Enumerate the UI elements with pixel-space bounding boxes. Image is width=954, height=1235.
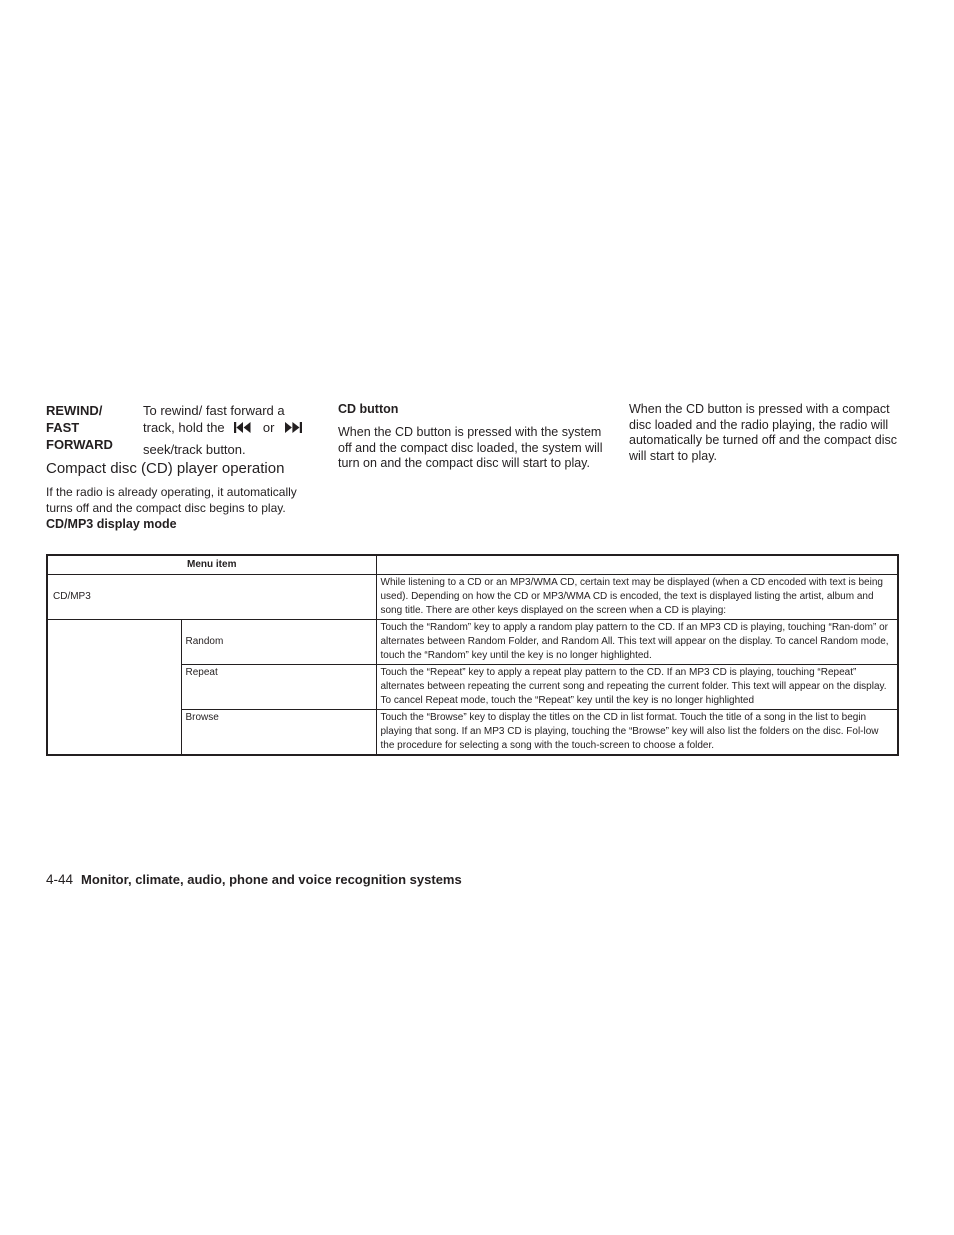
rewind-text-or: or (262, 420, 275, 435)
rewind-text-line-2 (143, 419, 323, 436)
rewind-text-hold: track, hold the (143, 420, 225, 435)
rewind-label-line-2: FAST (46, 420, 80, 435)
table-cell-item: Random (181, 619, 376, 664)
display-mode-heading: CD/MP3 display mode (46, 517, 177, 531)
table-row (47, 619, 898, 664)
table-cell-item: CD/MP3 (47, 574, 376, 619)
cd-button-paragraph-2: When the CD button is pressed with a compact disc loaded and the radio playing, the radio will automatically be turned off and the compact disc will start to play. (629, 402, 897, 463)
rewind-label-line-3: FORWARD (46, 437, 113, 452)
table-cell-description: Touch the “Repeat” key to apply a repeat play pattern to the CD. If an MP3 CD is playing, touching “Repeat” alternates between repeating the current song and repeating the current folder. This text will appear on the display. To cancel Repeat mode, touch the “Repeat” key until the key is no longer highlighted (376, 664, 898, 709)
page-footer (46, 871, 462, 888)
table-cell-empty (47, 619, 181, 755)
chapter-title: Monitor, climate, audio, phone and voice recognition systems (81, 872, 462, 887)
table-cell-item: Browse (181, 709, 376, 755)
cd-button-paragraph-1: When the CD button is pressed with the system off and the compact disc loaded, the system will turn on and the compact disc will start to play. (338, 425, 603, 470)
table-cell-description: While listening to a CD or an MP3/WMA CD, certain text may be displayed (when a CD encoded with text is being used). Depending on how the CD or MP3/WMA CD is encoded, the text is displayed listing the artist, album and song title. There are other keys displayed on the screen when a CD is playing: (376, 574, 898, 619)
table-cell-description: Touch the “Random” key to apply a random play pattern to the CD. If an MP3 CD is playing, touching “Ran-dom” or alternates between Random Folder, and Random All. This text will appear on the display. To cancel Random mode, touch the “Random” key until the key is no longer highlighted. (376, 619, 898, 664)
menu-item-table (46, 554, 899, 756)
table-header-menu-item: Menu item (47, 555, 376, 574)
intro-paragraph: If the radio is already operating, it automatically turns off and the compact disc begins to play. (46, 485, 297, 515)
table-row (47, 574, 898, 619)
page-number: 4-44 (46, 872, 74, 887)
table-header-description (376, 555, 898, 574)
rewind-icon (234, 422, 251, 433)
rewind-label-line-1: REWIND/ (46, 403, 103, 418)
table-header-row (47, 555, 898, 574)
rewind-fast-forward-label (46, 402, 141, 453)
cd-button-heading: CD button (338, 402, 399, 416)
section-title: Compact disc (CD) player operation (46, 460, 285, 477)
rewind-text-line-1: To rewind/ fast forward a (143, 403, 285, 418)
rewind-text-line-3: seek/track button. (143, 442, 246, 457)
table-cell-item: Repeat (181, 664, 376, 709)
rewind-fast-forward-text (143, 402, 323, 458)
fast-forward-icon (285, 422, 302, 433)
table-cell-description: Touch the “Browse” key to display the titles on the CD in list format. Touch the title of a song in the list to begin playing that song. If an MP3 CD is playing, touching the “Browse” key will also list the folders on the disc. Fol-low the procedure for selecting a song with the touch-screen to choose a folder. (376, 709, 898, 755)
